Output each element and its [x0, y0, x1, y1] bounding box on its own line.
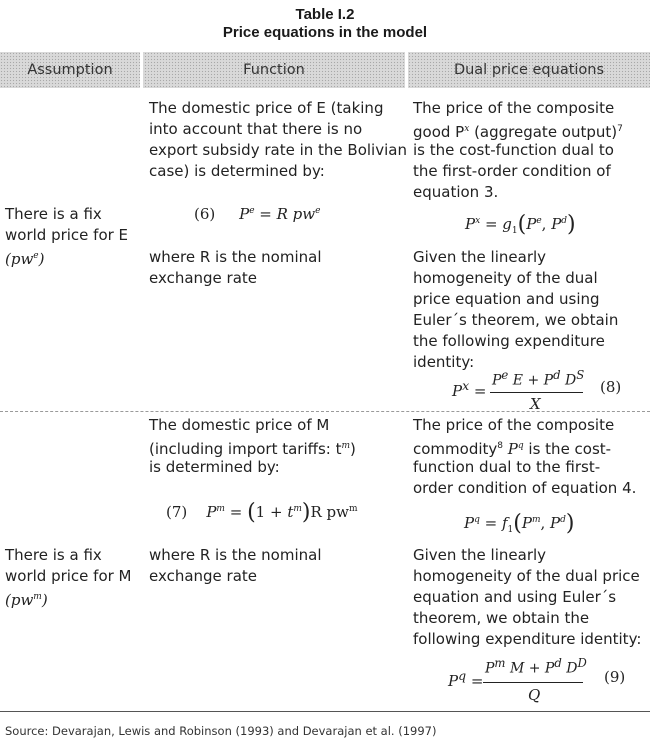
header-function: Function	[243, 62, 305, 78]
row1-dual-note: Given the linearly	[413, 248, 547, 266]
row-divider	[0, 411, 650, 412]
row1-dual-line: the first-order condition of	[413, 162, 611, 180]
row2-assumption-symbol: $(pw^m)$	[5, 591, 48, 609]
row2-dual-line: function dual to the first-	[413, 458, 601, 476]
equation-9-number: (9)	[604, 668, 626, 686]
row1-dual-note: Euler´s theorem, we obtain	[413, 311, 619, 329]
row1-function-line: into account that there is no	[149, 120, 363, 138]
row1-dual-line: is the cost-function dual to	[413, 141, 614, 159]
row2-dual-line: The price of the composite	[413, 416, 615, 434]
header-assumption: Assumption	[27, 62, 113, 78]
row1-dual-line: The price of the composite	[413, 99, 615, 117]
row1-dual-note: the following expenditure	[413, 332, 605, 350]
row2-dual-note: theorem, we obtain the	[413, 609, 590, 627]
equation-8-number: (8)	[600, 378, 622, 396]
row1-dual-note: homogeneity of the dual	[413, 269, 598, 287]
row1-assumption-line: world price for E	[5, 226, 129, 244]
row2-dual-line: commodity$^8$ $P^q$ is the cost-	[413, 440, 612, 458]
row2-dual-note: homogeneity of the dual price	[413, 567, 640, 585]
row2-assumption-line: world price for M	[5, 567, 132, 585]
row1-function-line: export subsidy rate in the Bolivian	[149, 141, 407, 159]
row1-function-line: case) is determined by:	[149, 162, 325, 180]
row1-assumption-symbol: $(pw^e)$	[5, 250, 45, 268]
equation-composite-commodity: $P^q = f_1(P^m$, $P^d$)	[464, 511, 575, 536]
equation-7: (7) $P^m = (1 + t^m)R$ $pw^m$	[166, 500, 358, 525]
row2-function-line: is determined by:	[149, 458, 280, 476]
row2-function-note: where R is the nominal	[149, 546, 322, 564]
equation-composite-price: $P^x = g_1(P^e$, $P^d$)	[465, 212, 576, 237]
row1-function-line: The domestic price of E (taking	[149, 99, 384, 117]
header-dual-price: Dual price equations	[453, 62, 605, 78]
row1-dual-note: identity:	[413, 353, 475, 371]
row1-dual-line: good $P^x$ (aggregate output)$^7$	[413, 123, 623, 141]
row1-dual-note: price equation and using	[413, 290, 600, 308]
row2-dual-note: equation and using Euler´s	[413, 588, 617, 606]
row2-assumption-line: There is a fix	[5, 546, 102, 564]
table-title-line2: Price equations in the model	[222, 24, 428, 41]
equation-6: (6) $P^e = R$ $pw^e$	[194, 205, 321, 223]
row1-function-note: where R is the nominal	[149, 248, 322, 266]
equation-6-number: (6)	[194, 205, 216, 223]
row1-dual-line: equation 3.	[413, 183, 499, 201]
row1-function-note: exchange rate	[149, 269, 258, 287]
row2-dual-note: following expenditure identity:	[413, 630, 642, 648]
table-bottom-rule	[0, 711, 650, 712]
row2-function-note: exchange rate	[149, 567, 258, 585]
equation-7-number: (7)	[166, 503, 188, 521]
row2-function-line: (including import tariffs: $t^m$)	[149, 440, 356, 458]
source-note: Source: Devarajan, Lewis and Robinson (1993) and Devarajan et al. (1997)	[5, 724, 437, 738]
table-title-line1: Table I.2	[295, 6, 355, 23]
row2-dual-line: order condition of equation 4.	[413, 479, 637, 497]
row1-assumption-line: There is a fix	[5, 205, 102, 223]
row2-function-line: The domestic price of M	[149, 416, 330, 434]
row2-dual-note: Given the linearly	[413, 546, 547, 564]
